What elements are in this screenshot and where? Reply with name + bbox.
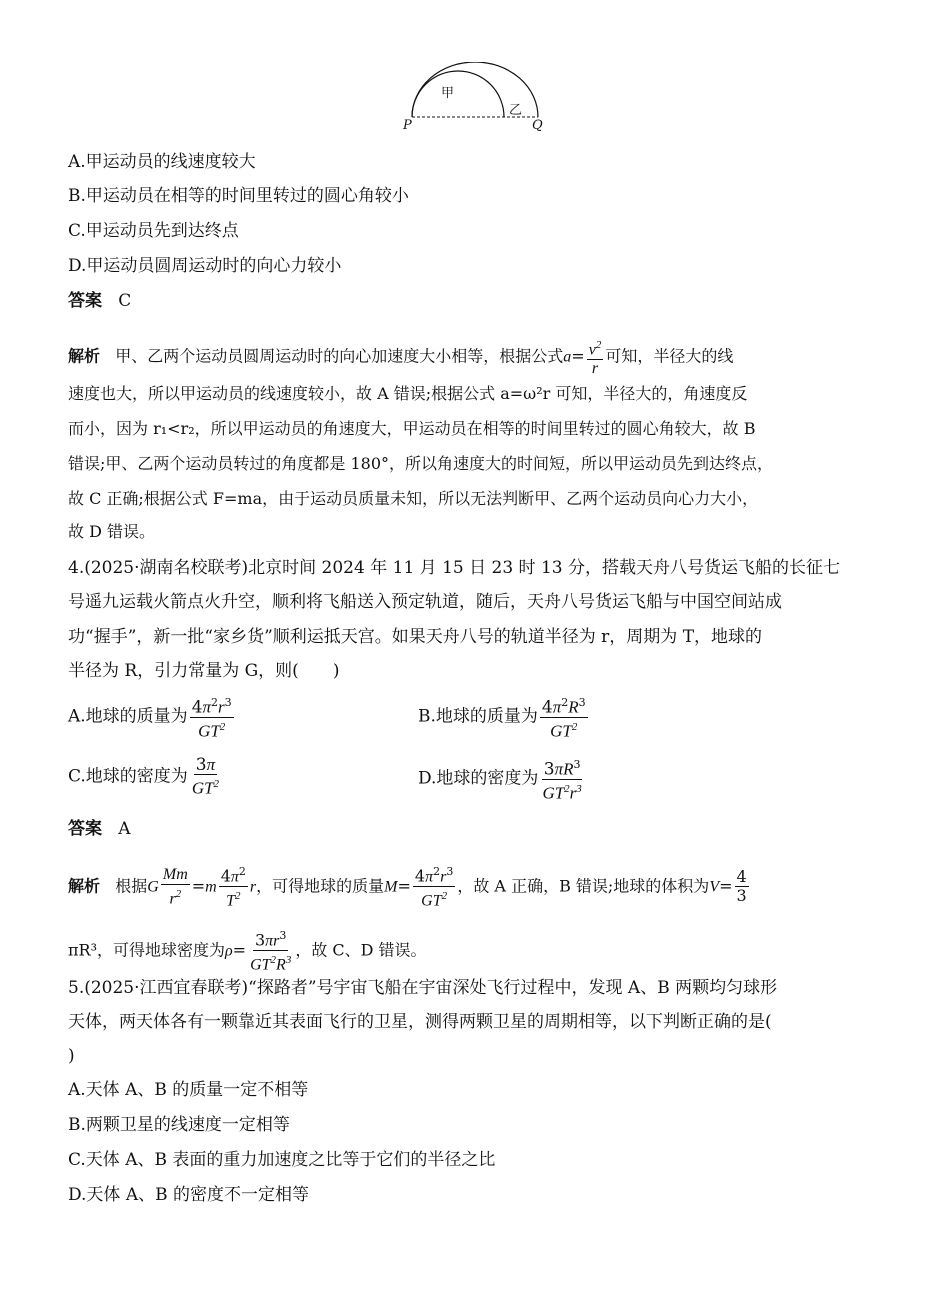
analysis-text: 甲、乙两个运动员圆周运动时的向心加速度大小相等，根据公式 xyxy=(115,346,564,366)
q5-stem-line-2: 天体，两天体各有一颗靠近其表面飞行的卫星，测得两颗卫星的周期相等，以下判断正确的是( xyxy=(68,1012,772,1032)
q4-option-d xyxy=(418,756,586,802)
formula-mass-result: $\frac{4\pi^2r^3}{GT^2}$ xyxy=(414,865,454,910)
analysis-text: ，可得地球的质量 xyxy=(256,876,385,896)
formula-v2-over-r: $\frac{v^2}{r}$ xyxy=(587,336,604,378)
q4-option-a xyxy=(68,694,236,740)
q4-option-b xyxy=(418,694,590,740)
q5-option-d: D.天体 A、B 的密度不一定相等 xyxy=(68,1185,310,1205)
formula-four-thirds: $\frac{4}{3}$ xyxy=(736,867,747,906)
q3-answer xyxy=(68,289,131,313)
formula-option-c: $\frac{3\pi}{GT^2}$ xyxy=(191,755,220,798)
q4-stem-line-2: 号遥九运载火箭点火升空，顺利将飞船送入预定轨道，随后，天舟八号货运飞船与中国空间站成 xyxy=(68,592,782,612)
label-yi: 乙 xyxy=(509,103,523,118)
q4-stem-line-3: 功“握手”，新一批“家乡货”顺利运抵天宫。如果天舟八号的轨道半径为 r，周期为 T，地球的 xyxy=(68,627,763,647)
formula-option-a: $\frac{4\pi^2r^3}{GT^2}$ xyxy=(191,696,232,741)
formula-mm-over-r2: $\frac{Mm}{r^2}$ xyxy=(162,865,188,907)
q3-analysis-line-6: 故 D 错误。 xyxy=(68,522,156,541)
answer-value: C xyxy=(118,291,132,311)
q4-answer xyxy=(68,817,131,841)
q5-stem-line-1: 5.(2025·江西宜春联考)“探路者”号宇宙飞船在宇宙深处飞行过程中，发现 A、B 两颗均匀球形 xyxy=(68,978,778,998)
formula-option-d: $\frac{3\pi R^3}{GT^2r^3}$ xyxy=(542,758,582,803)
formula-option-b: $\frac{4\pi^2R^3}{GT^2}$ xyxy=(541,696,586,741)
q5-option-c: C.天体 A、B 表面的重力加速度之比等于它们的半径之比 xyxy=(68,1150,496,1170)
q3-option-b: B.甲运动员在相等的时间里转过的圆心角较小 xyxy=(68,186,409,206)
q3-option-a: A.甲运动员的线速度较大 xyxy=(68,152,256,172)
q5-stem-line-3: ) xyxy=(68,1046,75,1066)
answer-label: 答案 xyxy=(68,819,102,839)
q4-stem-line-4: 半径为 R，引力常量为 G，则( ) xyxy=(68,661,340,681)
q3-analysis-line-5: 故 C 正确;根据公式 F=ma，由于运动员质量未知，所以无法判断甲、乙两个运动员向心力大小， xyxy=(68,489,759,508)
label-jia: 甲 xyxy=(441,86,455,101)
q3-analysis-line-4: 错误;甲、乙两个运动员转过的角度都是 180°，所以角速度大的时间短，所以甲运动员先到达终点， xyxy=(68,454,774,473)
q3-analysis-line-2: 速度也大，所以甲运动员的线速度较小，故 A 错误;根据公式 a=ω²r 可知，半径大的，角速度反 xyxy=(68,384,748,403)
analysis-text: 根据 xyxy=(115,876,148,896)
q4-option-c-text: C.地球的密度为 xyxy=(68,766,188,787)
q4-analysis-line-1: 解析 根据G $\frac{Mm}{r^2}$ =m $\frac{4\pi^2}{T^2}$ r，可得地球的质量M= $\frac{4\pi^2r^3}{GT^2}$ ，故 A 正确，B 错误;地球的体积为V= $\frac{4}{3}$ xyxy=(68,865,747,910)
q3-option-c: C.甲运动员先到达终点 xyxy=(68,221,239,241)
analysis-label: 解析 xyxy=(68,876,101,896)
analysis-text: 可知，半径大的线 xyxy=(605,346,734,366)
q3-analysis-line-1: 解析 甲、乙两个运动员圆周运动时的向心加速度大小相等，根据公式a= $\frac{v^2}{r}$ 可知，半径大的线 xyxy=(68,336,733,378)
q4-stem-line-1: 4.(2025·湖南名校联考)北京时间 2024 年 11 月 15 日 23 时 13 分，搭载天舟八号货运飞船的长征七 xyxy=(68,558,840,578)
q4-option-c xyxy=(68,756,223,798)
analysis-text: ，故 C、D 错误。 xyxy=(295,940,427,960)
inner-semicircle xyxy=(412,71,504,117)
formula-density-result: $\frac{3\pi r^3}{GT^2R^3}$ xyxy=(250,929,292,974)
q4-option-d-text: D.地球的密度为 xyxy=(418,768,539,789)
label-p: P xyxy=(403,118,412,133)
analysis-text: ，故 A 正确，B 错误;地球的体积为 xyxy=(457,876,710,896)
q3-option-d: D.甲运动员圆周运动时的向心力较小 xyxy=(68,256,342,276)
answer-value: A xyxy=(118,819,131,839)
label-q: Q xyxy=(532,118,543,133)
q4-option-b-text: B.地球的质量为 xyxy=(418,706,538,727)
q5-option-a: A.天体 A、B 的质量一定不相等 xyxy=(68,1080,309,1100)
q5-option-b: B.两颗卫星的线速度一定相等 xyxy=(68,1115,290,1135)
q3-analysis-line-3: 而小，因为 r₁<r₂，所以甲运动员的角速度大，甲运动员在相等的时间里转过的圆心角较大，故 B xyxy=(68,419,756,438)
answer-label: 答案 xyxy=(68,291,102,311)
analysis-label: 解析 xyxy=(68,346,101,366)
q4-option-a-text: A.地球的质量为 xyxy=(68,706,188,727)
analysis-text: πR³，可得地球密度为 xyxy=(68,940,225,960)
formula-4pi2-over-t2: $\frac{4\pi^2}{T^2}$ xyxy=(220,865,246,910)
q4-analysis-line-2: πR³，可得地球密度为ρ= $\frac{3\pi r^3}{GT^2R^3}$ ，故 C、D 错误。 xyxy=(68,929,427,974)
